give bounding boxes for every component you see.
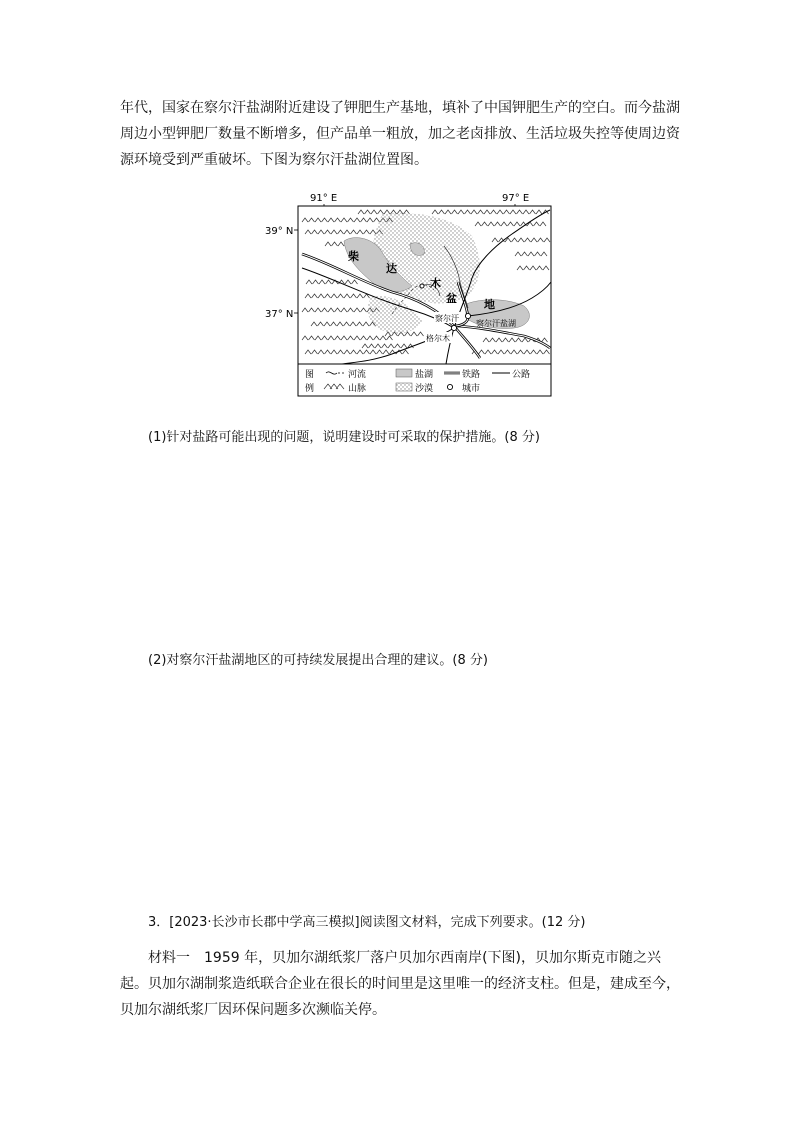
city-golmud-marker xyxy=(451,325,456,330)
charhan-salt-lake-label: 察尔汗盐湖 xyxy=(476,319,516,328)
map-legend xyxy=(298,364,551,396)
lon-label-91: 91° E xyxy=(310,193,338,204)
legend-title-top: 图 xyxy=(305,370,315,380)
lat-label-37: 37° N xyxy=(265,309,294,320)
location-map xyxy=(262,186,562,398)
basin-char-4: 盆 xyxy=(446,292,457,305)
legend-river: 河流 xyxy=(348,370,367,380)
lon-label-97: 97° E xyxy=(502,193,530,204)
city-charhan-marker xyxy=(465,313,470,318)
lat-label-39: 39° N xyxy=(265,226,294,237)
basin-char-1: 柴 xyxy=(348,250,359,263)
legend-title-bottom: 例 xyxy=(305,384,315,394)
legend-mountain: 山脉 xyxy=(348,384,367,394)
question-1: (1)针对盐路可能出现的问题，说明建设时可采取的保护措施。(8 分) xyxy=(148,430,540,445)
question-3-heading: 3．[2023·长沙市长郡中学高三模拟]阅读图文材料，完成下列要求。(12 分) xyxy=(148,915,586,930)
basin-char-5: 地 xyxy=(484,298,495,311)
basin-char-3: 木 xyxy=(430,277,441,290)
city-golmud-label: 格尔木 xyxy=(426,334,450,343)
city-charhan-label: 察尔汗 xyxy=(435,314,459,323)
legend-desert: 沙漠 xyxy=(415,384,434,394)
legend-salt-lake: 盐湖 xyxy=(415,370,434,380)
intro-paragraph: 年代，国家在察尔汗盐湖附近建设了钾肥生产基地，填补了中国钾肥生产的空白。而今盐湖周边小型钾肥厂数量不断增多，但产品单一粗放，加之老卤排放、生活垃圾失控等使周边资源环境受到严重破坏。下图为察尔汗盐湖位置图。 xyxy=(120,100,680,168)
legend-city: 城市 xyxy=(462,384,481,394)
legend-highway: 公路 xyxy=(512,370,531,380)
legend-railway: 铁路 xyxy=(462,370,481,380)
material-paragraph: 材料一 1959 年，贝加尔湖纸浆厂落户贝加尔西南岸(下图)，贝加尔斯克市随之兴起。贝加尔湖制浆造纸联合企业在很长的时间里是这里唯一的经济支柱。但是，建成至今，贝加尔湖纸浆厂因环保问题多次濒临关停。 xyxy=(120,950,680,1018)
basin-char-2: 达 xyxy=(386,262,397,275)
city-small-marker xyxy=(420,284,424,288)
question-2: (2)对察尔汗盐湖地区的可持续发展提出合理的建议。(8 分) xyxy=(148,653,488,668)
